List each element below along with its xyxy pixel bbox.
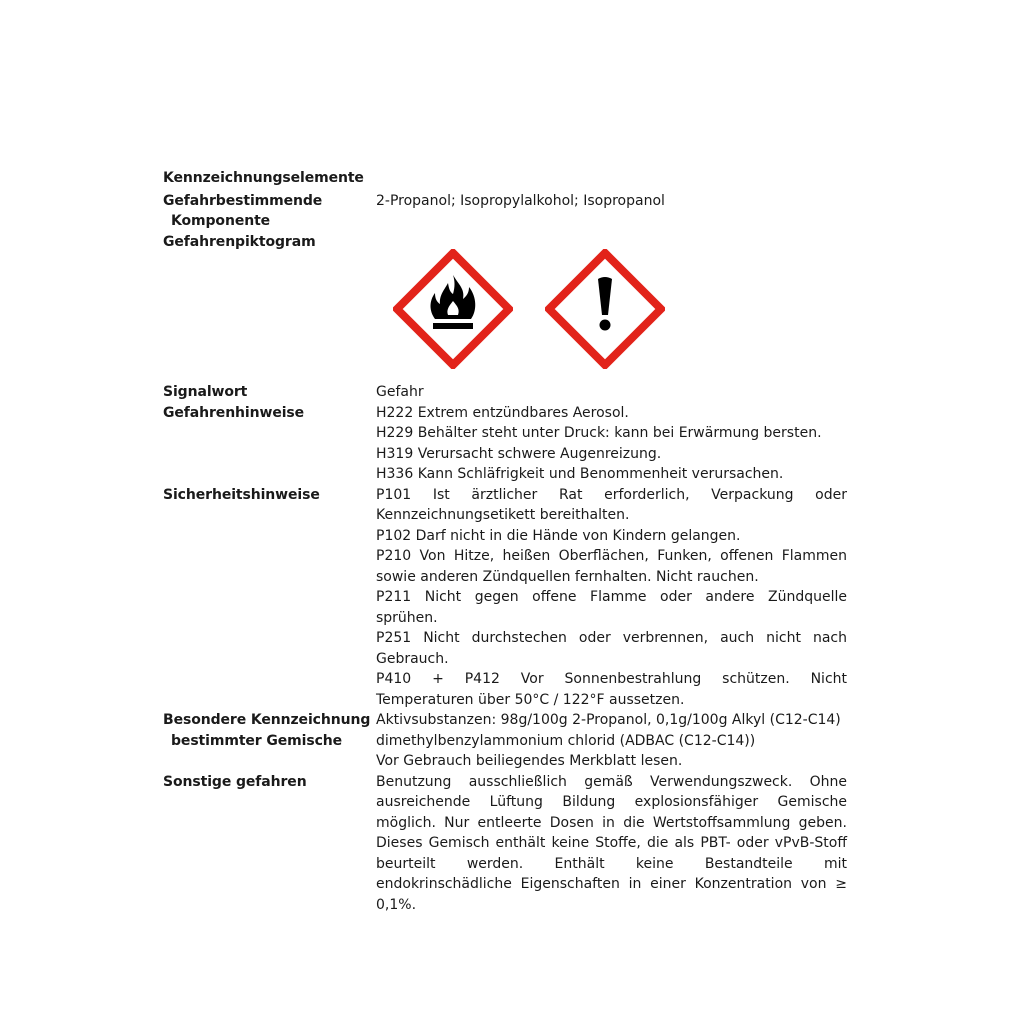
- hazard-statement: H222 Extrem entzündbares Aerosol.: [376, 404, 629, 421]
- exclamation-mark-icon: [545, 249, 665, 369]
- hazard-statements-label: Gefahrenhinweise: [163, 404, 305, 421]
- signal-word-label: Signalwort: [163, 384, 248, 400]
- hazard-statements-list: [376, 403, 847, 485]
- other-hazards-row: [163, 772, 847, 916]
- special-labelling-label-line1: Besondere Kennzeichnung: [163, 712, 371, 728]
- other-hazards-label: Sonstige gefahren: [163, 773, 307, 790]
- special-labelling-list: [376, 710, 847, 772]
- precautionary-statement: P101 Ist ärztlicher Rat erforderlich, Verpackung oder Kennzeichnungsetikett bereithalten.: [376, 486, 847, 523]
- special-labelling-item: Aktivsubstanzen: 98g/100g 2-Propanol, 0,1g/100g Alkyl (C12-C14) dimethylbenzylammonium chlorid (ADBAC (C12-C14)): [376, 712, 841, 749]
- precautionary-statements-label: Sicherheitshinweise: [163, 486, 320, 503]
- special-labelling-label: [163, 710, 376, 751]
- pictogram-group: [393, 246, 847, 372]
- special-labelling-label-line2: bestimmter Gemische: [171, 732, 343, 749]
- precautionary-statements-row: [163, 485, 847, 711]
- hazard-statements-row: [163, 403, 847, 485]
- special-labelling-row: [163, 710, 847, 772]
- section-title: Kennzeichnungselemente: [163, 170, 364, 186]
- other-hazards-text: [376, 772, 847, 916]
- component-label-line1: Gefahrbestimmende: [163, 192, 323, 209]
- hazard-statement: H336 Kann Schläfrigkeit und Benommenheit verursachen.: [376, 466, 784, 482]
- precautionary-statements-list: [376, 485, 847, 711]
- precautionary-statement: P102 Darf nicht in die Hände von Kindern gelangen.: [376, 527, 741, 544]
- signal-word-value: Gefahr: [376, 384, 424, 400]
- pictogram-label: Gefahrenpiktogram: [163, 233, 316, 250]
- component-label-line2: Komponente: [171, 213, 271, 229]
- flame-icon: [393, 249, 513, 369]
- special-labelling-item: Vor Gebrauch beiliegendes Merkblatt lesen.: [376, 753, 683, 769]
- precautionary-statement: P251 Nicht durchstechen oder verbrennen, auch nicht nach Gebrauch.: [376, 630, 847, 667]
- hazard-statement: H319 Verursacht schwere Augenreizung.: [376, 445, 662, 462]
- precautionary-statement: P410 + P412 Vor Sonnenbestrahlung schützen. Nicht Temperaturen über 50°C / 122°F aussetzen.: [376, 671, 847, 708]
- hazard-statement: H229 Behälter steht unter Druck: kann bei Erwärmung bersten.: [376, 425, 822, 441]
- signal-word-row: [163, 382, 847, 403]
- component-row: [163, 191, 847, 232]
- section-heading-row: [163, 168, 847, 189]
- component-value: 2-Propanol; Isopropylalkohol; Isopropanol: [376, 192, 665, 209]
- precautionary-statement: P211 Nicht gegen offene Flamme oder andere Zündquelle sprühen.: [376, 589, 847, 626]
- precautionary-statement: P210 Von Hitze, heißen Oberflächen, Funken, offenen Flammen sowie anderen Zündquellen fernhalten. Nicht rauchen.: [376, 548, 847, 585]
- other-hazards-value: Benutzung ausschließlich gemäß Verwendungszweck. Ohne ausreichende Lüftung Bildung explosionsfähiger Gemische möglich. Nur entleerte Dosen in die Wertstoffsammlung geben. Dieses Gemisch enthält keine Stoffe, die als PBT- oder vPvB-Stoff beurteilt werden. Enthält keine Bestandteile mit endokrinschädliche Eigenschaften in einer Konzentration von ≥ 0,1%.: [376, 773, 847, 913]
- component-label: [163, 191, 376, 232]
- safety-label-section: [163, 168, 847, 915]
